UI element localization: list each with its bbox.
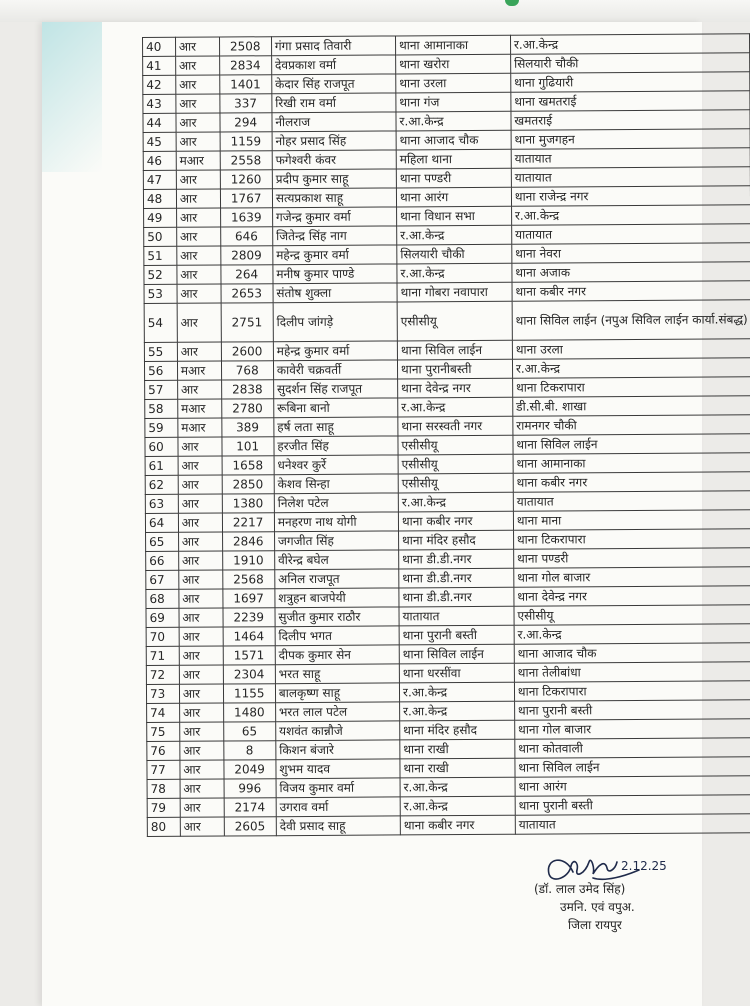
to-posting-cell: थाना माना: [513, 510, 750, 530]
to-posting-cell: र.आ.केन्द्र: [514, 624, 750, 644]
number-cell: 1155: [223, 684, 275, 703]
to-posting-cell: थाना नेवरा: [512, 243, 750, 263]
number-cell: 2558: [220, 151, 272, 170]
serial-cell: 43: [143, 94, 176, 113]
name-cell: सत्यप्रकाश साहू: [272, 188, 396, 208]
to-posting-cell: थाना उरला: [512, 339, 750, 359]
name-cell: देवी प्रसाद साहू: [276, 816, 400, 836]
to-posting-cell: एसीसीयू: [514, 605, 750, 625]
name-cell: गजेन्द्र कुमार वर्मा: [272, 207, 396, 227]
from-posting-cell: थाना डी.डी.नगर: [399, 568, 514, 588]
rank-cell: आर: [180, 760, 224, 779]
from-posting-cell: महिला थाना: [396, 149, 511, 169]
from-posting-cell: र.आ.केन्द्र: [398, 397, 513, 417]
serial-cell: 72: [146, 665, 179, 684]
number-cell: 768: [221, 361, 273, 380]
to-posting-cell: थाना आरंग: [515, 776, 750, 796]
name-cell: उगराव वर्मा: [276, 797, 400, 817]
from-posting-cell: थाना धरसींवा: [399, 663, 514, 683]
name-cell: दीपक कुमार सेन: [275, 645, 399, 665]
rank-cell: आर: [176, 75, 220, 94]
serial-cell: 73: [146, 684, 179, 703]
from-posting-cell: थाना राखी: [400, 758, 515, 778]
to-posting-cell: थाना टिकरापारा: [514, 681, 750, 701]
to-posting-cell: थाना खमतराई: [511, 91, 750, 111]
from-posting-cell: थाना राखी: [400, 739, 515, 759]
name-cell: रिखी राम वर्मा: [272, 93, 396, 113]
rank-cell: मआर: [176, 151, 220, 170]
to-posting-cell: र.आ.केन्द्र: [511, 205, 750, 225]
name-cell: शुभम यादव: [276, 759, 400, 779]
number-cell: 1260: [220, 170, 272, 189]
serial-cell: 65: [146, 532, 179, 551]
number-cell: 2780: [221, 399, 273, 418]
rank-cell: आर: [178, 437, 222, 456]
rank-cell: आर: [178, 456, 222, 475]
name-cell: हर्ष लता साहू: [274, 417, 398, 437]
number-cell: 1464: [223, 627, 275, 646]
name-cell: बालकृष्ण साहू: [275, 683, 399, 703]
from-posting-cell: एसीसीयू: [398, 454, 513, 474]
to-posting-cell: थाना गोल बाजार: [514, 567, 750, 587]
name-cell: जितेन्द्र सिंह नाग: [273, 226, 397, 246]
number-cell: 1480: [223, 703, 275, 722]
name-cell: गंगा प्रसाद तिवारी: [271, 36, 395, 56]
name-cell: केशव सिन्हा: [274, 474, 398, 494]
from-posting-cell: र.आ.केन्द्र: [399, 682, 514, 702]
table-row: [147, 814, 750, 837]
name-cell: भरत लाल पटेल: [275, 702, 399, 722]
to-posting-cell: थाना टिकरापारा: [512, 377, 750, 397]
serial-cell: 58: [145, 399, 178, 418]
serial-cell: 74: [147, 703, 180, 722]
number-cell: 2239: [223, 608, 275, 627]
number-cell: 2751: [221, 303, 274, 342]
number-cell: 2838: [221, 380, 273, 399]
serial-cell: 56: [144, 361, 177, 380]
to-posting-cell: थाना पुरानी बस्ती: [515, 795, 750, 815]
from-posting-cell: थाना खरोरा: [396, 54, 511, 74]
number-cell: 1159: [220, 132, 272, 151]
rank-cell: आर: [178, 551, 222, 570]
rank-cell: आर: [179, 589, 223, 608]
from-posting-cell: थाना पण्डरी: [396, 168, 511, 188]
name-cell: मनहरण नाथ योगी: [274, 512, 398, 532]
to-posting-cell: डी.सी.बी. शाखा: [513, 396, 750, 416]
serial-cell: 70: [146, 627, 179, 646]
rank-cell: मआर: [177, 361, 221, 380]
rank-cell: आर: [176, 189, 220, 208]
from-posting-cell: सिलयारी चौकी: [397, 244, 512, 264]
from-posting-cell: र.आ.केन्द्र: [400, 796, 515, 816]
from-posting-cell: एसीसीयू: [398, 473, 513, 493]
name-cell: महेन्द्र कुमार वर्मा: [273, 245, 397, 265]
from-posting-cell: थाना पुरानीबस्ती: [397, 359, 512, 379]
to-posting-cell: यातायात: [513, 491, 750, 511]
to-posting-cell: खमतराई: [511, 110, 750, 130]
serial-cell: 47: [143, 170, 176, 189]
from-posting-cell: र.आ.केन्द्र: [397, 225, 512, 245]
serial-cell: 67: [146, 570, 179, 589]
serial-cell: 64: [145, 513, 178, 532]
serial-cell: 53: [144, 284, 177, 303]
to-posting-cell: सिलयारी चौकी: [511, 53, 750, 73]
serial-cell: 41: [143, 56, 176, 75]
number-cell: 65: [223, 722, 275, 741]
name-cell: भरत साहू: [275, 664, 399, 684]
rank-cell: आर: [179, 646, 223, 665]
name-cell: कावेरी चक्रवर्ती: [273, 360, 397, 380]
serial-cell: 79: [147, 798, 180, 817]
number-cell: 337: [219, 94, 271, 113]
name-cell: फगेश्वरी कंवर: [272, 150, 396, 170]
number-cell: 2834: [219, 56, 271, 75]
from-posting-cell: थाना सरस्वती नगर: [398, 416, 513, 436]
serial-cell: 63: [145, 494, 178, 513]
from-posting-cell: थाना पुरानी बस्ती: [399, 625, 514, 645]
number-cell: 646: [220, 227, 272, 246]
name-cell: किशन बंजारे: [276, 740, 400, 760]
serial-cell: 40: [143, 37, 176, 56]
number-cell: 996: [224, 779, 276, 798]
serial-cell: 44: [143, 113, 176, 132]
name-cell: धनेश्वर कुर्रे: [274, 455, 398, 475]
serial-cell: 54: [144, 303, 177, 342]
serial-cell: 76: [147, 741, 180, 760]
page-corner-tint: [42, 22, 102, 172]
signatory-designation: उमनि. एवं वपुअ.: [560, 900, 635, 914]
serial-cell: 48: [143, 189, 176, 208]
number-cell: 1571: [223, 646, 275, 665]
from-posting-cell: एसीसीयू: [397, 301, 512, 341]
number-cell: 1639: [220, 208, 272, 227]
number-cell: 2304: [223, 665, 275, 684]
rank-cell: आर: [179, 665, 223, 684]
to-posting-cell: थाना पुरानी बस्ती: [514, 700, 750, 720]
signature-date: 2.12.25: [621, 859, 667, 873]
from-posting-cell: थाना आमानाका: [395, 35, 510, 55]
name-cell: महेन्द्र कुमार वर्मा: [273, 341, 397, 361]
rank-cell: मआर: [178, 399, 222, 418]
to-posting-cell: थाना गोल बाजार: [515, 719, 750, 739]
rank-cell: आर: [175, 56, 219, 75]
name-cell: अनिल राजपूत: [275, 569, 399, 589]
rank-cell: आर: [180, 817, 224, 836]
from-posting-cell: र.आ.केन्द्र: [397, 263, 512, 283]
from-posting-cell: थाना कबीर नगर: [398, 511, 513, 531]
to-posting-cell: यातायात: [511, 148, 750, 168]
to-posting-cell: थाना तेलीबांधा: [514, 662, 750, 682]
name-cell: दिलीप भगत: [275, 626, 399, 646]
top-bar: [0, 0, 750, 22]
to-posting-cell: थाना अजाक: [512, 262, 750, 282]
number-cell: 2653: [221, 284, 273, 303]
rank-cell: मआर: [178, 418, 222, 437]
number-cell: 8: [223, 741, 275, 760]
number-cell: 2809: [220, 246, 272, 265]
name-cell: निलेश पटेल: [274, 493, 398, 513]
number-cell: 2605: [224, 817, 276, 836]
rank-cell: आर: [177, 284, 221, 303]
serial-cell: 59: [145, 418, 178, 437]
serial-cell: 62: [145, 475, 178, 494]
from-posting-cell: एसीसीयू: [398, 435, 513, 455]
serial-cell: 68: [146, 589, 179, 608]
name-cell: हरजीत सिंह: [274, 436, 398, 456]
number-cell: 2508: [219, 37, 271, 56]
from-posting-cell: थाना देवेन्द्र नगर: [398, 378, 513, 398]
name-cell: जगजीत सिंह: [274, 531, 398, 551]
to-posting-cell: र.आ.केन्द्र: [512, 358, 750, 378]
rank-cell: आर: [177, 380, 221, 399]
name-cell: सुजीत कुमार राठौर: [275, 607, 399, 627]
number-cell: 1767: [220, 189, 272, 208]
serial-cell: 42: [143, 75, 176, 94]
serial-cell: 52: [144, 265, 177, 284]
rank-cell: आर: [177, 265, 221, 284]
from-posting-cell: थाना उरला: [396, 73, 511, 93]
rank-cell: आर: [177, 342, 221, 361]
to-posting-cell: थाना मुजगहन: [511, 129, 750, 149]
to-posting-cell: थाना कोतवाली: [515, 738, 750, 758]
from-posting-cell: र.आ.केन्द्र: [400, 777, 515, 797]
rank-cell: आर: [178, 475, 222, 494]
to-posting-cell: थाना आजाद चौक: [514, 643, 750, 663]
signatory-district: जिला रायपुर: [568, 918, 622, 932]
rank-cell: आर: [178, 532, 222, 551]
number-cell: 294: [219, 113, 271, 132]
from-posting-cell: यातायात: [399, 606, 514, 626]
serial-cell: 60: [145, 437, 178, 456]
from-posting-cell: र.आ.केन्द्र: [400, 701, 515, 721]
from-posting-cell: थाना मंदिर हसौद: [399, 530, 514, 550]
rank-cell: आर: [177, 246, 221, 265]
from-posting-cell: थाना आजाद चौक: [396, 130, 511, 150]
from-posting-cell: थाना डी.डी.नगर: [399, 549, 514, 569]
number-cell: 1910: [222, 551, 274, 570]
from-posting-cell: थाना गोबरा नवापारा: [397, 282, 512, 302]
serial-cell: 66: [146, 551, 179, 570]
from-posting-cell: थाना डी.डी.नगर: [399, 587, 514, 607]
rank-cell: आर: [179, 703, 223, 722]
to-posting-cell: थाना गुढियारी: [511, 72, 750, 92]
to-posting-cell: यातायात: [512, 224, 750, 244]
from-posting-cell: थाना सिविल लाईन: [397, 340, 512, 360]
number-cell: 2049: [223, 760, 275, 779]
number-cell: 1380: [222, 494, 274, 513]
number-cell: 1658: [222, 456, 274, 475]
name-cell: देवप्रकाश वर्मा: [271, 55, 395, 75]
to-posting-cell: थाना टिकरापारा: [513, 529, 750, 549]
serial-cell: 57: [145, 380, 178, 399]
number-cell: 2217: [222, 513, 274, 532]
rank-cell: आर: [179, 722, 223, 741]
name-cell: मनीष कुमार पाण्डे: [273, 264, 397, 284]
name-cell: विजय कुमार वर्मा: [276, 778, 400, 798]
serial-cell: 71: [146, 646, 179, 665]
from-posting-cell: थाना कबीर नगर: [400, 815, 515, 835]
name-cell: यशवंत कान्नौजे: [276, 721, 400, 741]
rank-cell: आर: [176, 132, 220, 151]
rank-cell: आर: [178, 494, 222, 513]
serial-cell: 61: [145, 456, 178, 475]
from-posting-cell: थाना गंज: [396, 92, 511, 112]
transfer-table: [142, 33, 750, 837]
name-cell: संतोष शुक्ला: [273, 283, 397, 303]
serial-cell: 50: [144, 227, 177, 246]
to-posting-cell: थाना देवेन्द्र नगर: [514, 586, 750, 606]
number-cell: 1697: [222, 589, 274, 608]
rank-cell: आर: [179, 608, 223, 627]
rank-cell: आर: [175, 37, 219, 56]
to-posting-cell: यातायात: [511, 167, 750, 187]
rank-cell: आर: [176, 208, 220, 227]
to-posting-cell: थाना सिविल लाईन: [513, 434, 750, 454]
table-row: [144, 300, 750, 343]
name-cell: वीरेन्द्र बघेल: [274, 550, 398, 570]
to-posting-cell: थाना सिविल लाईन: [515, 757, 750, 777]
number-cell: 2174: [224, 798, 276, 817]
rank-cell: आर: [177, 303, 221, 342]
to-posting-cell: थाना सिविल लाईन (नपुअ सिविल लाईन कार्या.संबद्ध): [512, 300, 750, 340]
serial-cell: 75: [147, 722, 180, 741]
rank-cell: आर: [180, 779, 224, 798]
number-cell: 2846: [222, 532, 274, 551]
from-posting-cell: थाना आरंग: [396, 187, 511, 207]
rank-cell: आर: [176, 227, 220, 246]
name-cell: रूबिना बानो: [274, 398, 398, 418]
serial-cell: 69: [146, 608, 179, 627]
name-cell: केदार सिंह राजपूत: [272, 74, 396, 94]
from-posting-cell: थाना मंदिर हसौद: [400, 720, 515, 740]
number-cell: 2600: [221, 342, 273, 361]
transfer-table-body: [143, 34, 750, 837]
signatory-name: (डॉ. लाल उमेद सिंह): [534, 882, 626, 896]
serial-cell: 78: [147, 779, 180, 798]
serial-cell: 49: [144, 208, 177, 227]
from-posting-cell: र.आ.केन्द्र: [398, 492, 513, 512]
to-posting-cell: यातायात: [515, 814, 750, 834]
rank-cell: आर: [179, 627, 223, 646]
from-posting-cell: थाना विधान सभा: [397, 206, 512, 226]
name-cell: सुदर्शन सिंह राजपूत: [273, 379, 397, 399]
serial-cell: 45: [143, 132, 176, 151]
to-posting-cell: र.आ.केन्द्र: [510, 34, 749, 54]
rank-cell: आर: [180, 741, 224, 760]
serial-cell: 55: [144, 342, 177, 361]
to-posting-cell: थाना राजेन्द्र नगर: [511, 186, 750, 206]
number-cell: 264: [220, 265, 272, 284]
rank-cell: आर: [179, 684, 223, 703]
rank-cell: आर: [176, 170, 220, 189]
number-cell: 101: [221, 437, 273, 456]
name-cell: नोहर प्रसाद सिंह: [272, 131, 396, 151]
serial-cell: 46: [143, 151, 176, 170]
number-cell: 2568: [222, 570, 274, 589]
name-cell: प्रदीप कुमार साहू: [272, 169, 396, 189]
to-posting-cell: थाना कबीर नगर: [513, 472, 750, 492]
name-cell: दिलीप जांगड़े: [273, 302, 397, 342]
number-cell: 389: [221, 418, 273, 437]
number-cell: 1401: [219, 75, 271, 94]
to-posting-cell: थाना आमानाका: [513, 453, 750, 473]
rank-cell: आर: [176, 113, 220, 132]
from-posting-cell: र.आ.केन्द्र: [396, 111, 511, 131]
name-cell: नीलराज: [272, 112, 396, 132]
to-posting-cell: थाना पण्डरी: [514, 548, 750, 568]
rank-cell: आर: [179, 570, 223, 589]
to-posting-cell: थाना कबीर नगर: [512, 281, 750, 301]
from-posting-cell: थाना सिविल लाईन: [399, 644, 514, 664]
rank-cell: आर: [180, 798, 224, 817]
rank-cell: आर: [178, 513, 222, 532]
rank-cell: आर: [176, 94, 220, 113]
name-cell: शत्रुहन बाजपेयी: [275, 588, 399, 608]
serial-cell: 80: [147, 817, 180, 836]
number-cell: 2850: [222, 475, 274, 494]
serial-cell: 77: [147, 760, 180, 779]
serial-cell: 51: [144, 246, 177, 265]
to-posting-cell: रामनगर चौकी: [513, 415, 750, 435]
